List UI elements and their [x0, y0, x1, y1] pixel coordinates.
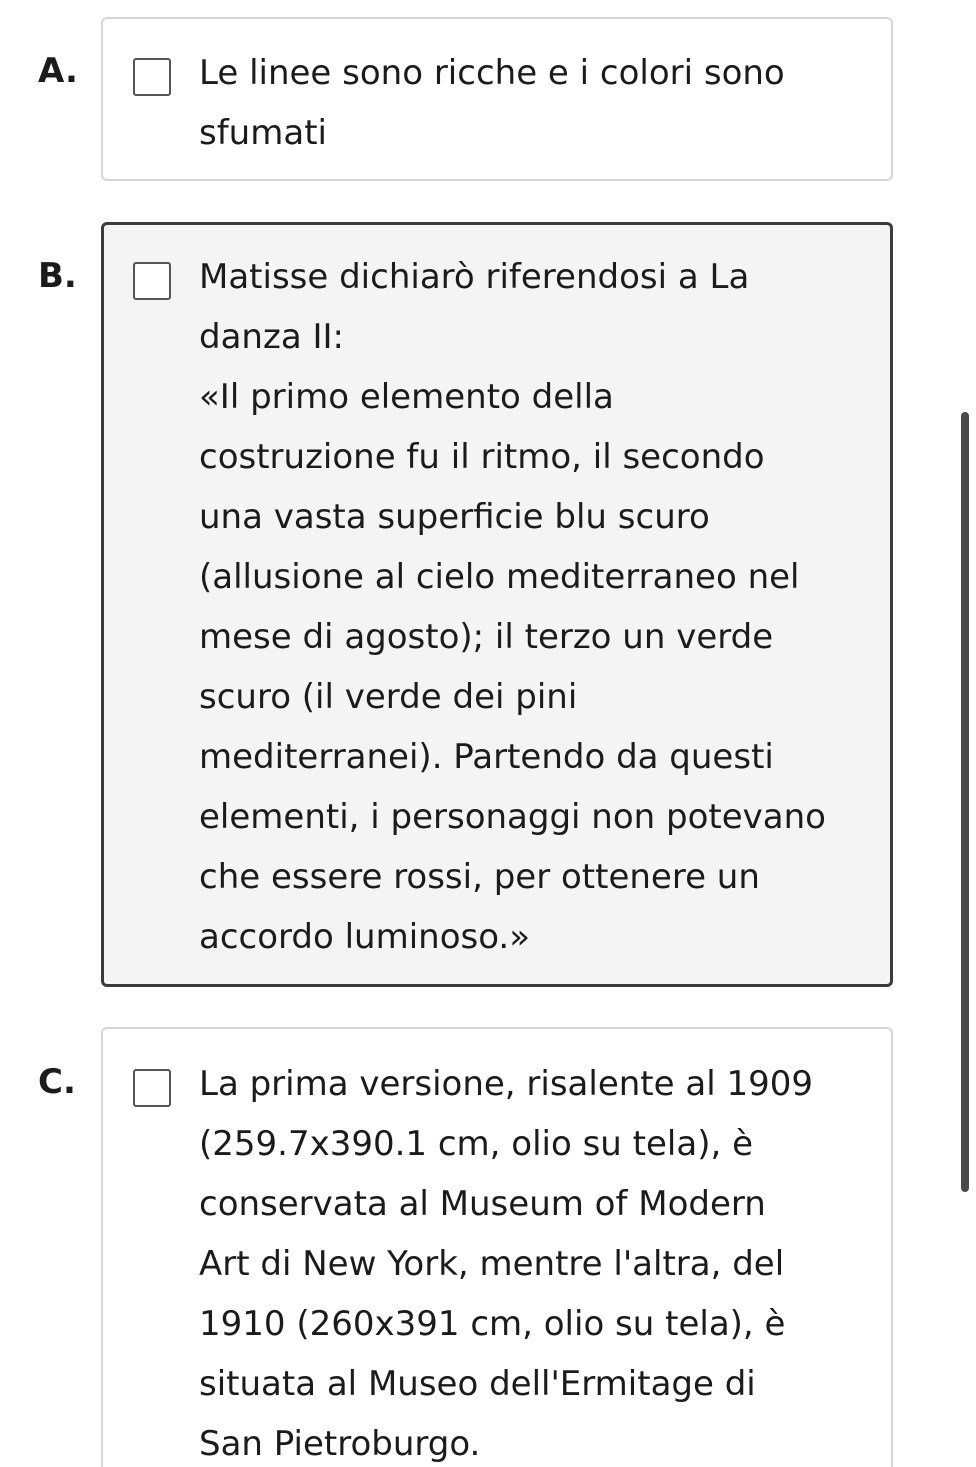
option-b-letter: B.: [38, 256, 77, 296]
option-c-checkbox[interactable]: [133, 1069, 171, 1107]
option-c-text: La prima versione, risalente al 1909 (259.7x390.1 cm, olio su tela), è conservata al Museum of Modern Art di New York, mentre l'altra, del 1910 (260x391 cm, olio su tela), è situata al Museo dell'Ermitage di San Pietroburgo.: [199, 1064, 813, 1464]
option-b-text: Matisse dichiarò riferendosi a La danza II: «Il primo elemento della costruzione fu il ritmo, il secondo una vasta superficie blu scuro (allusione al cielo mediterraneo nel mese di agosto); il terzo un verde scuro (il verde dei pini mediterranei). Partendo da questi elementi, i personaggi non potevano che essere rossi, per ottenere un accordo luminoso.»: [199, 257, 826, 957]
option-c-card[interactable]: [101, 1027, 893, 1467]
option-a-checkbox[interactable]: [133, 58, 171, 96]
option-c-letter: C.: [38, 1062, 76, 1102]
option-a-letter: A.: [38, 51, 78, 91]
option-b-checkbox[interactable]: [133, 262, 171, 300]
option-a-card[interactable]: [101, 17, 893, 181]
option-b-card[interactable]: [101, 222, 893, 987]
scrollbar[interactable]: [961, 412, 969, 1192]
option-a-text: Le linee sono ricche e i colori sono sfumati: [199, 53, 785, 153]
